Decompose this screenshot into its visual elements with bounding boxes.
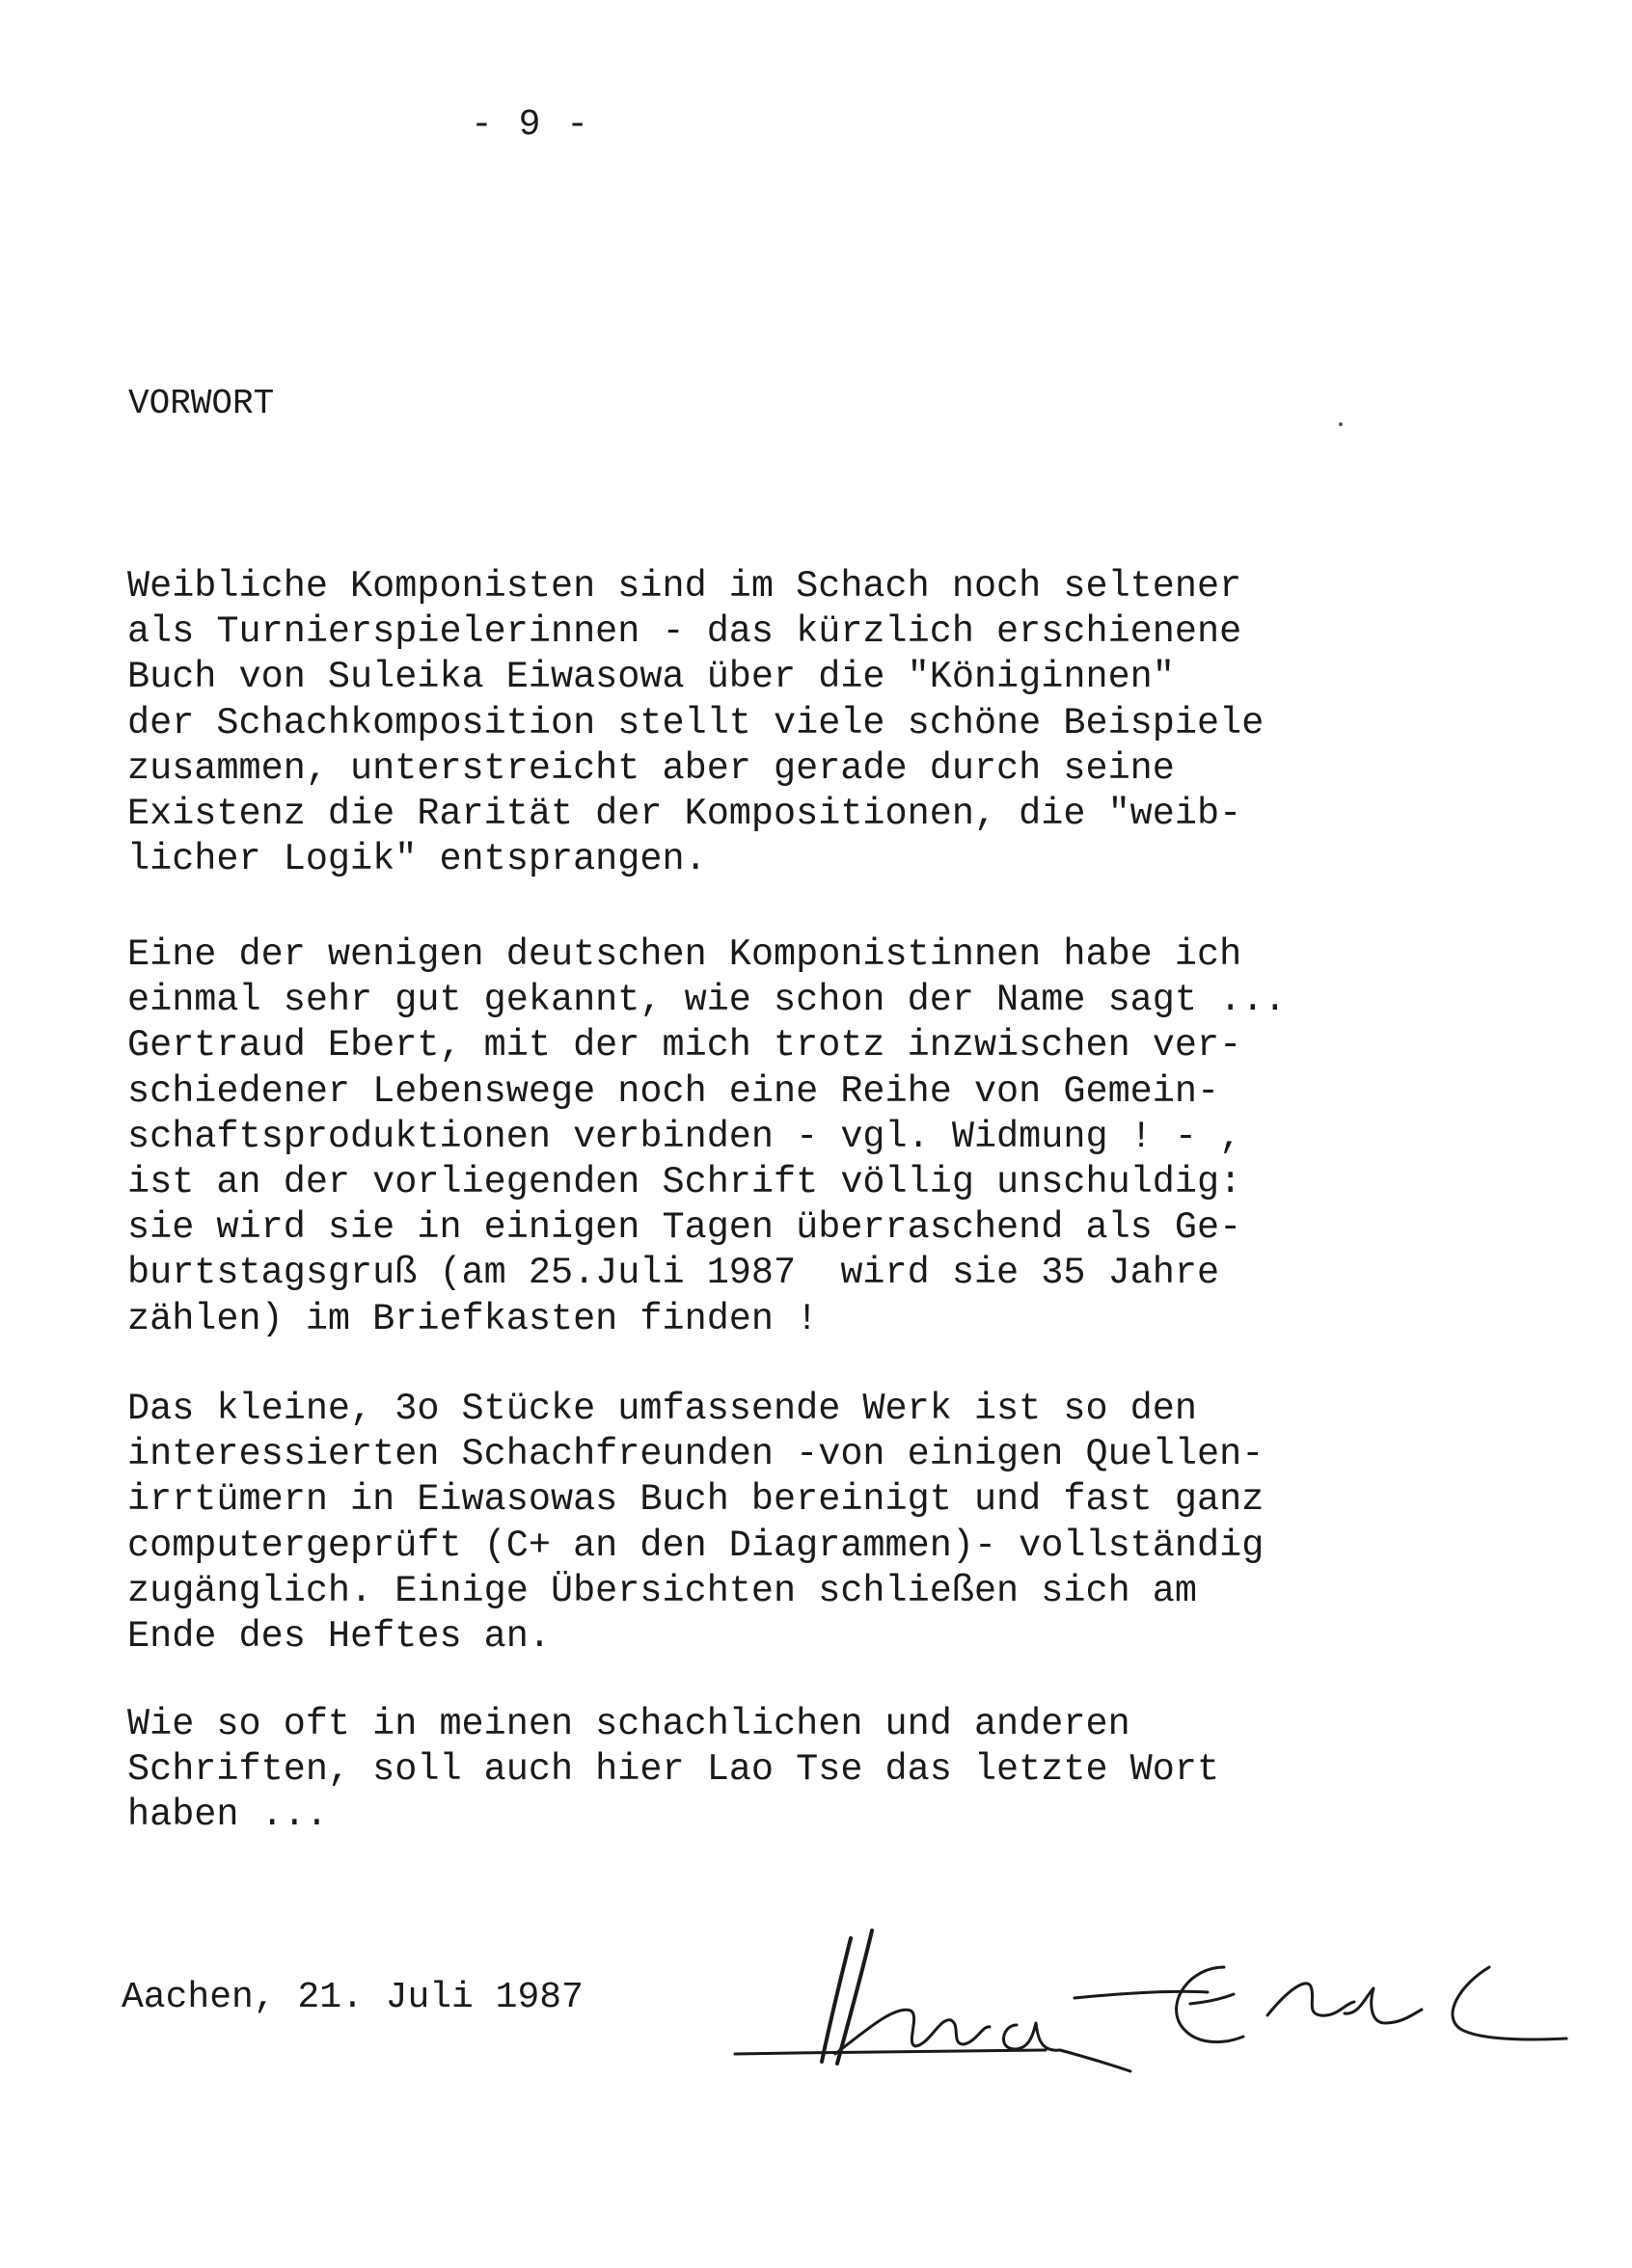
text-line: einmal sehr gut gekannt, wie schon der Name sagt ... <box>127 979 1287 1022</box>
text-line: ist an der vorliegenden Schrift völlig unschuldig: <box>127 1161 1242 1204</box>
text-line: Eine der wenigen deutschen Komponistinnen habe ich <box>127 933 1242 976</box>
text-line: Buch von Suleika Eiwasowa über die "Königinnen" <box>127 656 1175 699</box>
text-line: Wie so oft in meinen schachlichen und anderen <box>127 1703 1130 1745</box>
text-line: Weibliche Komponisten sind im Schach noch seltener <box>127 565 1242 608</box>
section-heading: VORWORT <box>128 384 275 423</box>
text-line: computergeprüft (C+ an den Diagrammen)- vollständig <box>127 1524 1265 1567</box>
text-line: Ende des Heftes an. <box>127 1615 551 1659</box>
paragraph-3 <box>127 1387 1264 1660</box>
text-line: Existenz die Rarität der Kompositionen, die "weib- <box>127 793 1242 836</box>
paragraph-4 <box>127 1702 1219 1839</box>
text-line: sie wird sie in einigen Tagen überraschend als Ge- <box>127 1206 1242 1250</box>
text-line: als Turnierspielerinnen - das kürzlich erschienene <box>127 610 1242 654</box>
page-number: - 9 - <box>471 104 591 146</box>
text-line: irrtümern in Eiwasowas Buch bereinigt und fast ganz <box>127 1478 1265 1522</box>
text-line: Gertraud Ebert, mit der mich trotz inzwischen ver- <box>127 1024 1242 1067</box>
paragraph-2 <box>127 932 1286 1342</box>
paragraph-1 <box>127 564 1264 882</box>
text-line: der Schachkomposition stellt viele schöne Beispiele <box>127 701 1265 744</box>
closing-block <box>122 1967 1453 2083</box>
text-line: licher Logik" entsprangen. <box>127 838 707 881</box>
scan-speck <box>1339 422 1343 426</box>
place-date: Aachen, 21. Juli 1987 <box>122 1977 584 2018</box>
text-line: haben ... <box>127 1794 328 1837</box>
text-line: burtstagsgruß (am 25.Juli 1987 wird sie 35 Jahre <box>127 1252 1220 1295</box>
handwritten-signature-icon <box>727 1909 1576 2092</box>
text-line: interessierten Schachfreunden -von einigen Quellen- <box>127 1433 1265 1476</box>
text-line: Das kleine, 3o Stücke umfassende Werk ist so den <box>127 1388 1197 1430</box>
text-line: schiedener Lebenswege noch eine Reihe von Gemein- <box>127 1069 1220 1113</box>
text-line: schaftsproduktionen verbinden - vgl. Widmung ! - , <box>127 1115 1242 1158</box>
text-line: zusammen, unterstreicht aber gerade durch seine <box>127 746 1175 790</box>
text-line: zugänglich. Einige Übersichten schließen sich am <box>127 1569 1197 1612</box>
text-line: Schriften, soll auch hier Lao Tse das letzte Wort <box>127 1748 1220 1792</box>
text-line: zählen) im Briefkasten finden ! <box>127 1297 819 1340</box>
